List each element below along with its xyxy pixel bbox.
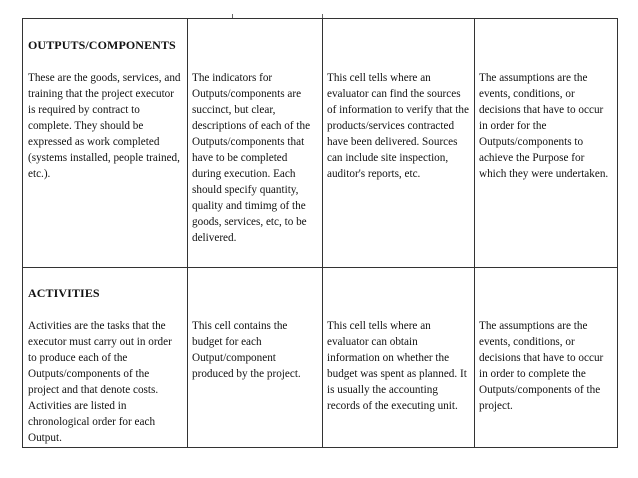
column-divider <box>322 18 323 448</box>
section-title-outputs: OUTPUTS/COMPONENTS <box>28 38 176 52</box>
section-title-activities: ACTIVITIES <box>28 286 100 300</box>
table-border-top <box>22 18 618 19</box>
outputs-assumptions-cell: The assumptions are the events, conditions, or decisions that have to occur in order for the Outputs/components to achieve the Purpose for which they were undertaken. <box>479 72 609 180</box>
activities-narrative-cell: Activities are the tasks that the executor must carry out in order to produce each of the Outputs/components of the project and that denote costs. Activities are listed in chronological order for each Output. <box>28 320 172 444</box>
column-divider <box>187 18 188 448</box>
logframe-table <box>22 18 618 448</box>
outputs-verification-cell: This cell tells where an evaluator can find the sources of information to verify that the products/services contracted have been delivered. Sources can include site inspection, auditor's reports, etc. <box>327 72 469 180</box>
table-border-left <box>22 18 23 448</box>
row-divider <box>22 267 618 268</box>
column-divider <box>474 18 475 448</box>
outputs-narrative-cell: These are the goods, services, and training that the project executor is required by contract to complete. They should be expressed as work completed (systems installed, people trained, etc.). <box>28 72 181 180</box>
activities-assumptions-cell: The assumptions are the events, conditions, or decisions that have to occur in order to complete the Outputs/components of the project. <box>479 320 604 412</box>
table-border-bottom <box>22 447 618 448</box>
outputs-indicators-cell: The indicators for Outputs/components are succinct, but clear, descriptions of each of the Outputs/components that have to be completed during execution. Each should specify quantity, quality and timimg of the goods, services, etc, to be delivered. <box>192 72 311 244</box>
table-border-right <box>617 18 618 448</box>
activities-verification-cell: This cell tells where an evaluator can obtain information on whether the budget was spent as planned. It is usually the accounting records of the executing unit. <box>327 320 467 412</box>
activities-budget-cell: This cell contains the budget for each Output/component produced by the project. <box>192 320 301 380</box>
